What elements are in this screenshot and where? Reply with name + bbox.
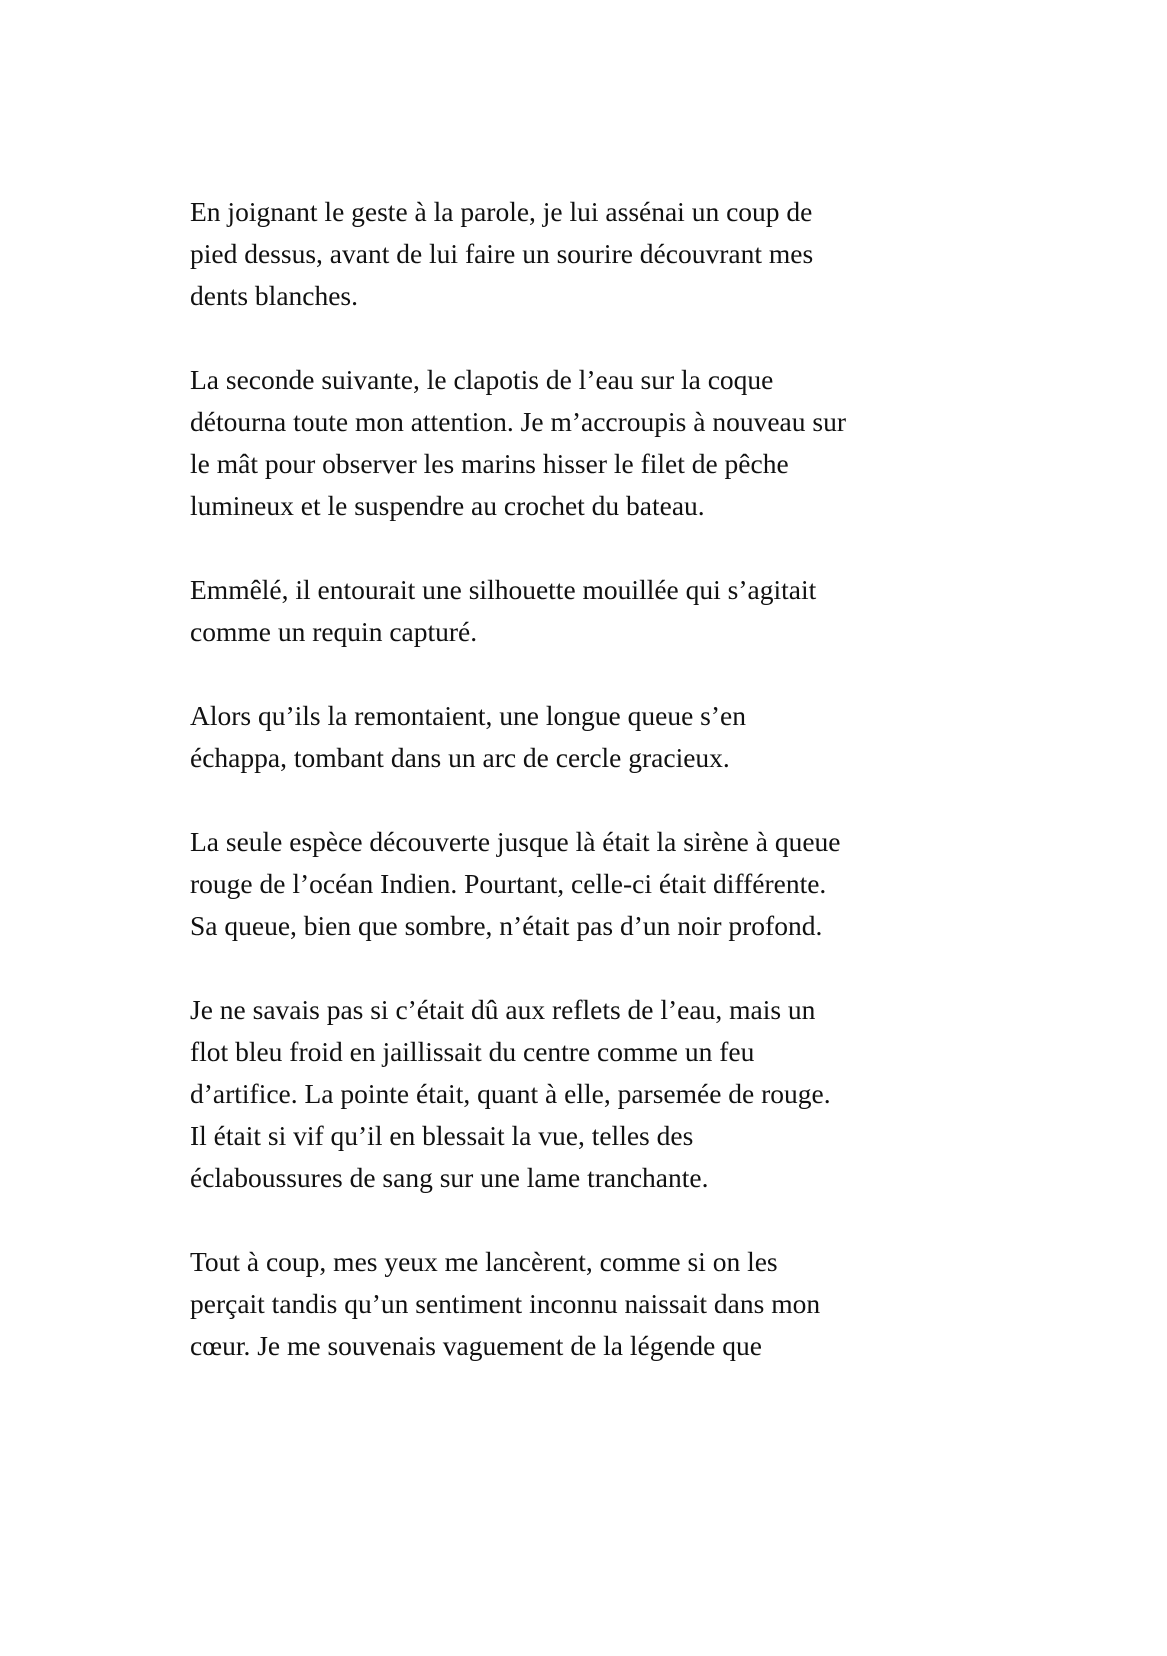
paragraph-7 bbox=[190, 1241, 950, 1367]
text-line: Il était si vif qu’il en blessait la vue, telles des bbox=[190, 1120, 694, 1151]
paragraph-2 bbox=[190, 359, 950, 527]
paragraph-4 bbox=[190, 695, 950, 779]
text-line: En joignant le geste à la parole, je lui assénai un coup de bbox=[190, 196, 813, 227]
document-page bbox=[190, 191, 950, 1409]
text-line: dents blanches. bbox=[190, 280, 359, 311]
text-line: d’artifice. La pointe était, quant à elle, parsemée de rouge. bbox=[190, 1078, 831, 1109]
text-line: détourna toute mon attention. Je m’accroupis à nouveau sur bbox=[190, 406, 846, 437]
text-line: cœur. Je me souvenais vaguement de la légende que bbox=[190, 1330, 762, 1361]
text-line: La seconde suivante, le clapotis de l’eau sur la coque bbox=[190, 364, 774, 395]
text-line: éclaboussures de sang sur une lame tranchante. bbox=[190, 1162, 709, 1193]
text-line: lumineux et le suspendre au crochet du bateau. bbox=[190, 490, 705, 521]
text-line: La seule espèce découverte jusque là était la sirène à queue bbox=[190, 826, 841, 857]
paragraph-3 bbox=[190, 569, 950, 653]
text-line: rouge de l’océan Indien. Pourtant, celle-ci était différente. bbox=[190, 868, 827, 899]
text-line: pied dessus, avant de lui faire un sourire découvrant mes bbox=[190, 238, 814, 269]
text-line: Je ne savais pas si c’était dû aux reflets de l’eau, mais un bbox=[190, 994, 816, 1025]
text-line: comme un requin capturé. bbox=[190, 616, 478, 647]
text-line: flot bleu froid en jaillissait du centre comme un feu bbox=[190, 1036, 755, 1067]
paragraph-1 bbox=[190, 191, 950, 317]
paragraph-5 bbox=[190, 821, 950, 947]
text-line: Emmêlé, il entourait une silhouette mouillée qui s’agitait bbox=[190, 574, 817, 605]
text-line: le mât pour observer les marins hisser le filet de pêche bbox=[190, 448, 789, 479]
text-line: perçait tandis qu’un sentiment inconnu naissait dans mon bbox=[190, 1288, 821, 1319]
text-line: Sa queue, bien que sombre, n’était pas d’un noir profond. bbox=[190, 910, 823, 941]
text-line: échappa, tombant dans un arc de cercle gracieux. bbox=[190, 742, 730, 773]
text-line: Tout à coup, mes yeux me lancèrent, comme si on les bbox=[190, 1246, 778, 1277]
text-line: Alors qu’ils la remontaient, une longue queue s’en bbox=[190, 700, 746, 731]
paragraph-6 bbox=[190, 989, 950, 1199]
